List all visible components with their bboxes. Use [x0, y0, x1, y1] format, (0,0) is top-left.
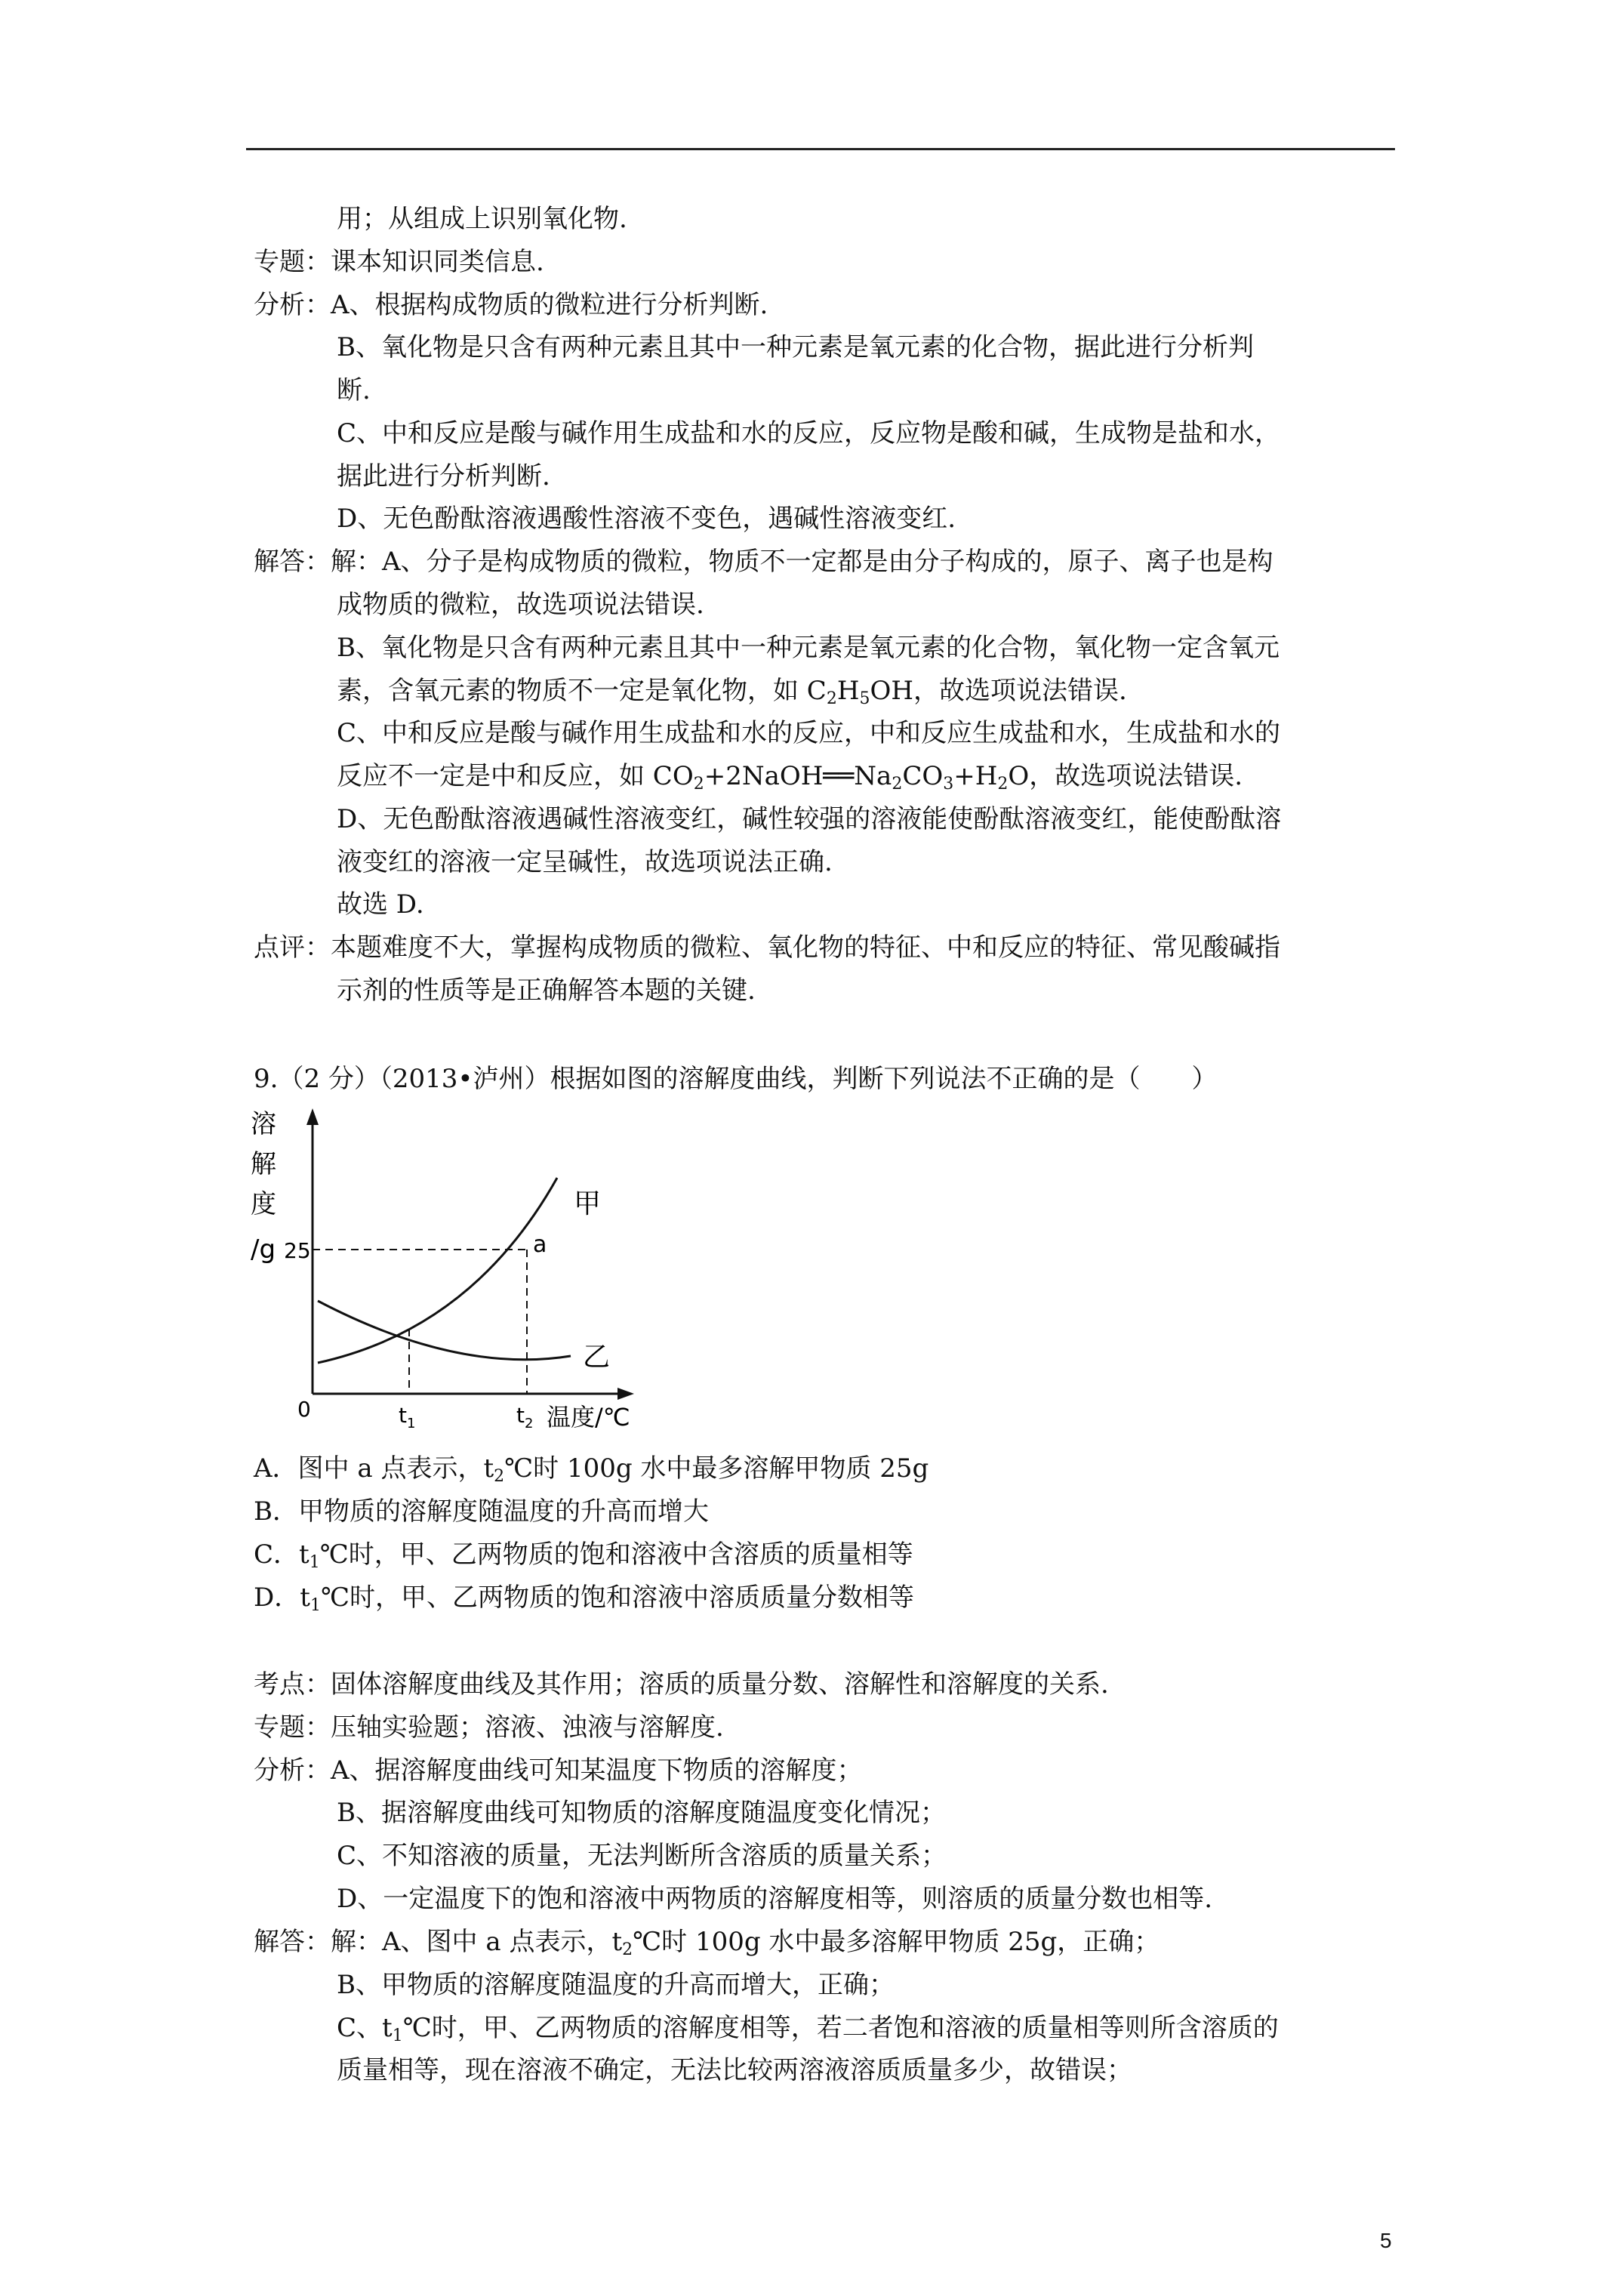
text-run: 据此进行分析判断.	[337, 461, 550, 492]
text-line	[337, 590, 704, 620]
y-label-char: 度	[251, 1189, 276, 1219]
option-line	[254, 1453, 929, 1484]
subscript: 2	[693, 775, 704, 794]
text-line	[254, 1712, 724, 1743]
curve-yi-label: 乙	[583, 1342, 611, 1373]
text-run: ℃时，甲、乙两物质的溶解度相等，若二者饱和溶液的质量相等则所含溶质的	[402, 2013, 1279, 2043]
text-run: +H	[953, 761, 998, 791]
text-line	[254, 290, 768, 320]
subscript: 2	[997, 775, 1009, 794]
text-run: C、中和反应是酸与碱作用生成盐和水的反应，反应物是酸和碱，生成物是盐和水，	[337, 418, 1281, 448]
text-run: 专题：课本知识同类信息.	[254, 247, 544, 277]
text-line	[337, 847, 833, 877]
text-line	[254, 247, 544, 277]
text-run: 示剂的性质等是正确解答本题的关键.	[337, 975, 756, 1006]
text-line	[337, 2013, 1279, 2043]
y-axis-arrow	[306, 1108, 319, 1125]
text-line	[254, 1755, 863, 1786]
subscript: 2	[494, 1467, 505, 1486]
text-run: H	[836, 676, 860, 706]
text-run: B、氧化物是只含有两种元素且其中一种元素是氧元素的化合物，据此进行分析判	[337, 332, 1254, 362]
text-line	[337, 889, 424, 920]
text-run: B、据溶解度曲线可知物质的溶解度随温度变化情况；	[337, 1798, 946, 1828]
x-axis-label: 温度/℃	[547, 1403, 630, 1432]
option-line	[254, 1539, 913, 1570]
text-run: 点评：本题难度不大，掌握构成物质的微粒、氧化物的特征、中和反应的特征、常见酸碱指	[254, 932, 1280, 963]
text-line	[337, 718, 1280, 748]
text-run: 成物质的微粒，故选项说法错误.	[337, 590, 704, 620]
text-line	[337, 804, 1281, 834]
subscript: 5	[859, 689, 870, 708]
subscript: 1	[392, 2026, 403, 2045]
header-rule	[246, 148, 1395, 150]
text-run: OH，故选项说法错误.	[870, 676, 1127, 706]
subscript: 1	[310, 1596, 321, 1615]
text-line	[254, 1927, 1160, 1957]
text-line	[337, 1970, 895, 2000]
y-label-char: 解	[251, 1149, 276, 1179]
x-axis-arrow	[617, 1388, 634, 1400]
text-line	[337, 204, 627, 234]
text-run: B、甲物质的溶解度随温度的升高而增大，正确；	[337, 1970, 895, 2000]
text-run: 液变红的溶液一定呈碱性，故选项说法正确.	[337, 847, 833, 877]
text-run: D、无色酚酞溶液遇碱性溶液变红，碱性较强的溶液能使酚酞溶液变红，能使酚酞溶	[337, 804, 1282, 834]
text-line	[337, 1841, 947, 1871]
text-run: B．甲物质的溶解度随温度的升高而增大	[254, 1496, 709, 1527]
text-run: ℃时，甲、乙两物质的饱和溶液中含溶质的质量相等	[319, 1539, 913, 1570]
text-run: C、t	[337, 2013, 393, 2043]
text-line	[337, 633, 1280, 663]
text-run: D、一定温度下的饱和溶液中两物质的溶解度相等，则溶质的质量分数也相等.	[337, 1884, 1213, 1914]
origin-label: 0	[297, 1397, 311, 1422]
y-label-char: 溶	[251, 1109, 276, 1139]
text-run: A．图中 a 点表示，t	[254, 1453, 494, 1484]
text-run: 断.	[337, 375, 371, 405]
text-line	[337, 461, 550, 492]
option-line	[254, 1583, 914, 1613]
text-run: O，故选项说法错误.	[1008, 761, 1243, 791]
curve-jia	[318, 1178, 557, 1363]
curve-yi	[318, 1301, 571, 1360]
text-run: 用；从组成上识别氧化物.	[337, 204, 627, 234]
subscript: 3	[943, 775, 954, 794]
text-line	[337, 1798, 946, 1828]
text-line	[337, 1884, 1212, 1914]
text-run: D．t	[254, 1583, 310, 1613]
curve-jia-label: 甲	[574, 1188, 602, 1219]
text-line	[254, 932, 1280, 963]
text-line	[337, 504, 956, 534]
text-run: 反应不一定是中和反应，如 CO	[337, 761, 694, 791]
text-line	[337, 676, 1127, 706]
text-run: 专题：压轴实验题；溶液、浊液与溶解度.	[254, 1712, 724, 1743]
text-run: 故选 D.	[337, 889, 424, 920]
text-line	[337, 418, 1280, 448]
question-title	[254, 1064, 1217, 1094]
text-run: ℃时 100g 水中最多溶解甲物质 25g，正确；	[633, 1927, 1160, 1957]
point-a-label: a	[533, 1231, 547, 1258]
solubility-curve-figure	[246, 1102, 639, 1442]
text-run: C、不知溶液的质量，无法判断所含溶质的质量关系；	[337, 1841, 947, 1871]
x-tick-t1: $t_1$	[399, 1403, 416, 1432]
text-run: 分析：A、根据构成物质的微粒进行分析判断.	[254, 290, 768, 320]
text-run: B、氧化物是只含有两种元素且其中一种元素是氧元素的化合物，氧化物一定含氧元	[337, 633, 1280, 663]
subscript: 2	[622, 1940, 633, 1959]
text-run: D、无色酚酞溶液遇酸性溶液不变色，遇碱性溶液变红.	[337, 504, 956, 534]
page-number: 5	[1380, 2229, 1392, 2252]
x-tick-t2: $t_2$	[516, 1403, 534, 1432]
text-line	[337, 375, 371, 405]
text-run: 9.（2 分）（2013•泸州）根据如图的溶解度曲线，判断下列说法不正确的是（ ）	[254, 1064, 1218, 1094]
subscript: 1	[309, 1553, 320, 1572]
text-run: 考点：固体溶解度曲线及其作用；溶质的质量分数、溶解性和溶解度的关系.	[254, 1669, 1109, 1700]
text-line	[254, 1669, 1109, 1700]
subscript: 2	[826, 689, 837, 708]
text-line	[337, 761, 1243, 794]
text-run: 质量相等，现在溶液不确定，无法比较两溶液溶质质量多少，故错误；	[337, 2055, 1132, 2085]
text-run: 解答：解：A、分子是构成物质的微粒，物质不一定都是由分子构成的，原子、离子也是构	[254, 547, 1273, 577]
subscript: 2	[892, 775, 903, 794]
text-run: C．t	[254, 1539, 310, 1570]
text-line	[337, 975, 756, 1006]
y-tick-label: 25	[284, 1238, 311, 1263]
text-run: +2NaOH══Na	[704, 761, 892, 791]
text-run: C、中和反应是酸与碱作用生成盐和水的反应，中和反应生成盐和水，生成盐和水的	[337, 718, 1281, 748]
text-line	[337, 2055, 1132, 2085]
text-line	[254, 547, 1273, 577]
text-run: CO	[902, 761, 944, 791]
text-run: 分析：A、据溶解度曲线可知某温度下物质的溶解度；	[254, 1755, 863, 1786]
text-run: 素，含氧元素的物质不一定是氧化物，如 C	[337, 676, 827, 706]
text-run: ℃时，甲、乙两物质的饱和溶液中溶质质量分数相等	[320, 1583, 914, 1613]
option-line	[254, 1496, 709, 1527]
y-label-char: /g	[251, 1234, 276, 1265]
text-run: 解答：解：A、图中 a 点表示，t	[254, 1927, 623, 1957]
text-run: ℃时 100g 水中最多溶解甲物质 25g	[504, 1453, 929, 1484]
text-line	[337, 332, 1254, 362]
